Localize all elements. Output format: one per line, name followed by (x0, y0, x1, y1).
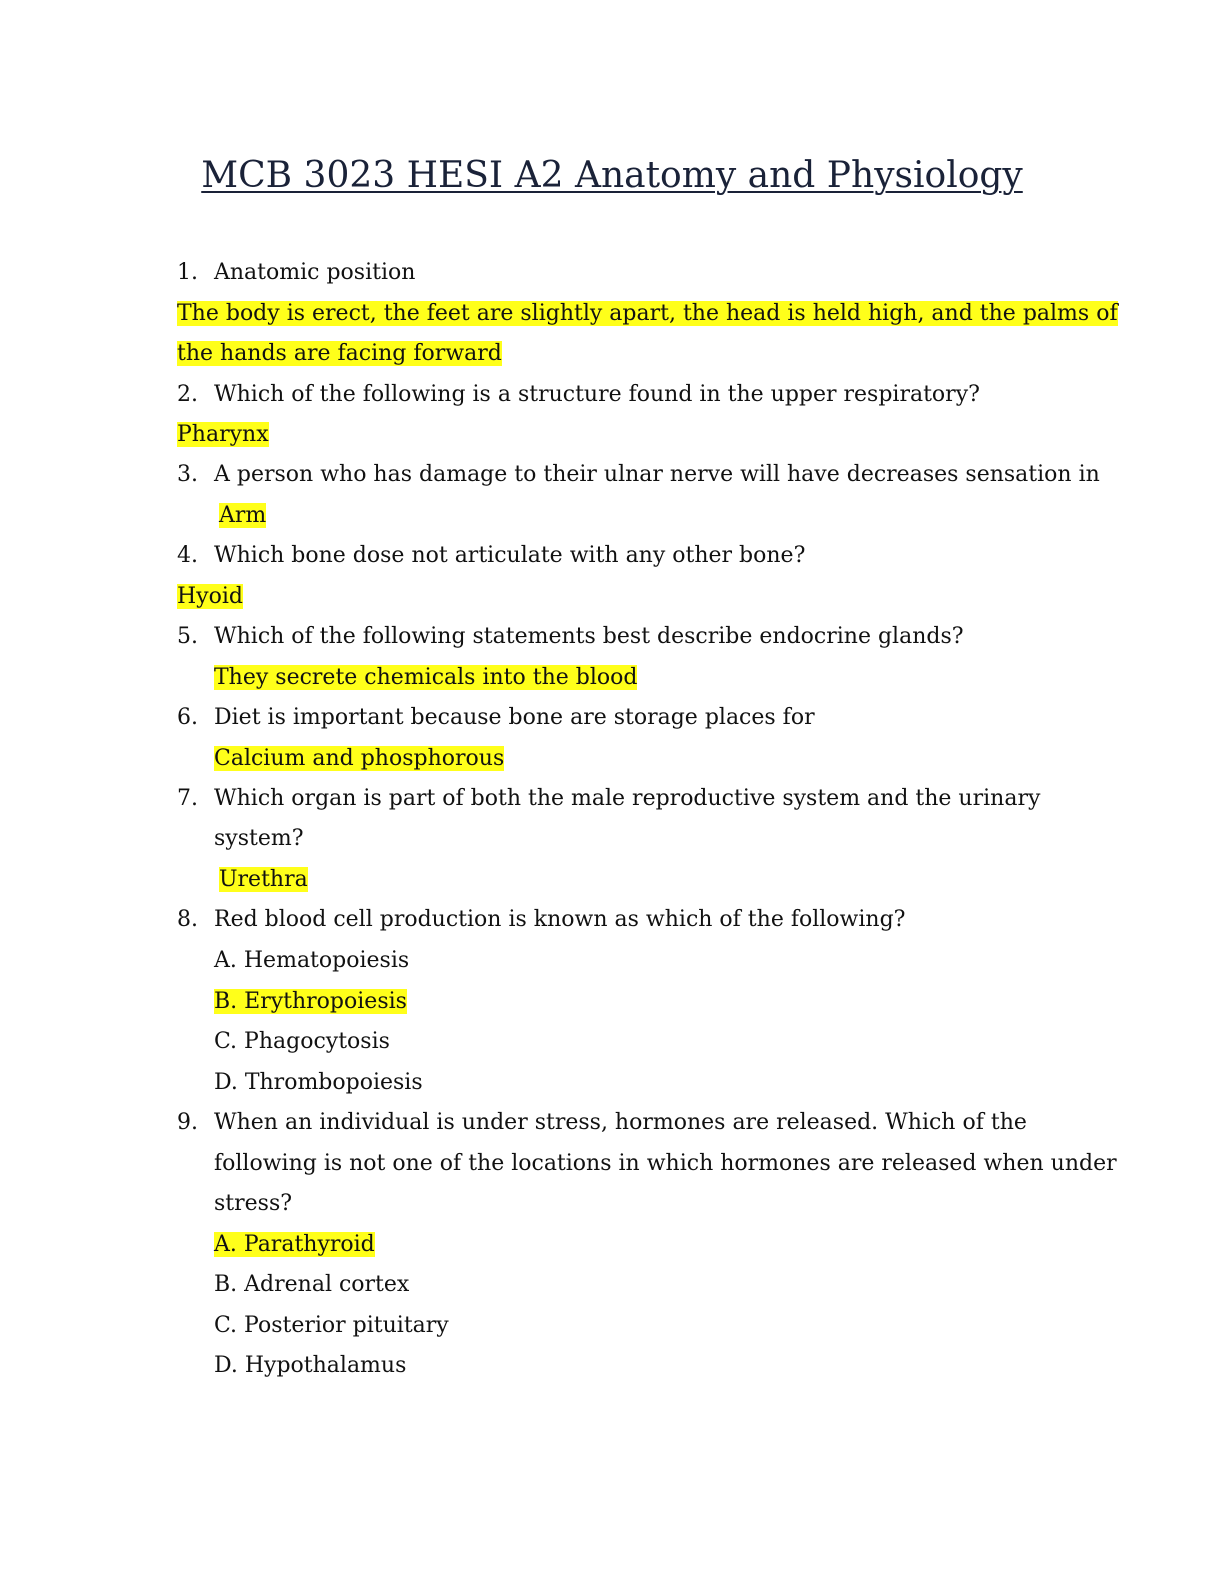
question-number: 3. (177, 462, 198, 487)
answer-line (214, 742, 504, 776)
answer-highlight: Arm (219, 503, 267, 528)
question-text: Which of the following is a structure found in the upper respiratory? (214, 382, 980, 407)
option: C. Posterior pituitary (214, 1313, 449, 1338)
answer-line (177, 580, 243, 614)
answer-line (214, 661, 637, 695)
question-text: Which of the following statements best describe endocrine glands? (214, 624, 964, 649)
answer-highlight: They secrete chemicals into the blood (214, 665, 638, 690)
question-number: 9. (177, 1110, 198, 1135)
answer-highlight: the hands are facing forward (177, 341, 502, 366)
answer-line (177, 297, 1118, 331)
answer-highlight: B. Erythropoiesis (214, 989, 407, 1014)
answer-line (219, 499, 266, 533)
question-text: stress? (214, 1191, 293, 1216)
option: D. Hypothalamus (214, 1353, 407, 1378)
question-text: system? (214, 826, 304, 851)
question-text: A person who has damage to their ulnar nerve will have decreases sensation in (214, 462, 1100, 487)
answer-highlight: Calcium and phosphorous (214, 746, 505, 771)
answer-highlight: Urethra (219, 867, 308, 892)
question-text: When an individual is under stress, hormones are released. Which of the (214, 1110, 1027, 1135)
question-number: 2. (177, 382, 198, 407)
question-number: 7. (177, 786, 198, 811)
question-text: following is not one of the locations in which hormones are released when under (214, 1151, 1117, 1176)
option-correct (214, 1228, 375, 1262)
question-text: Red blood cell production is known as which of the following? (214, 907, 906, 932)
question-text: Anatomic position (214, 260, 416, 285)
answer-line (219, 863, 308, 897)
answer-line (177, 337, 502, 371)
answer-highlight: The body is erect, the feet are slightly apart, the head is held high, and the palms of (177, 301, 1118, 326)
option: C. Phagocytosis (214, 1029, 390, 1054)
answer-highlight: Hyoid (177, 584, 243, 609)
answer-highlight: Pharynx (177, 422, 269, 447)
question-number: 8. (177, 907, 198, 932)
question-number: 4. (177, 543, 198, 568)
option: D. Thrombopoiesis (214, 1070, 423, 1095)
question-text: Which organ is part of both the male reproductive system and the urinary (214, 786, 1041, 811)
question-number: 6. (177, 705, 198, 730)
question-text: Diet is important because bone are storage places for (214, 705, 815, 730)
question-number: 5. (177, 624, 198, 649)
page-title: MCB 3023 HESI A2 Anatomy and Physiology (201, 155, 1023, 196)
answer-line (177, 418, 269, 452)
option: B. Adrenal cortex (214, 1272, 410, 1297)
answer-highlight: A. Parathyroid (214, 1232, 375, 1257)
option-correct (214, 985, 407, 1019)
option: A. Hematopoiesis (214, 948, 410, 973)
question-text: Which bone dose not articulate with any other bone? (214, 543, 806, 568)
question-number: 1. (177, 260, 198, 285)
